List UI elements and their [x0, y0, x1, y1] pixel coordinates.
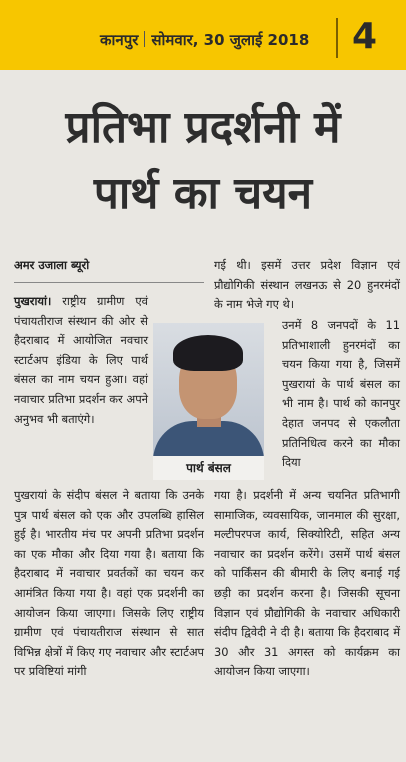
article-column-1-bottom — [14, 486, 204, 682]
headline-line-2: पार्थ का चयन — [93, 168, 313, 219]
article-paragraph — [14, 292, 148, 429]
article-column-2-mid — [282, 316, 400, 473]
article-text: गया है। प्रदर्शनी में अन्य चयनित प्रतिभागी सामाजिक, व्यवसायिक, जानमाल की सुरक्षा, मल्टीपरपज कार्य, सिक्योरिटी, सहित अन्य नवाचार का प्रदर्शन करेंगे। उसमें पार्थ बंसल को पार्किंसन की बीमारी के लिए बनाई गई छड़ी का प्रदर्शन करना है। जिसकी सूचना विज्ञान एवं प्रौद्योगिकी के नवाचार अधिकारी संदीप द्विवेदी ने दी है। बताया कि हैदराबाद में 30 और 31 अगस्त को कार्यक्रम का आयोजन किया जाएगा। — [214, 488, 400, 679]
photo-caption: पार्थ बंसल — [153, 456, 264, 480]
dateline: पुखरायां। — [14, 294, 52, 308]
article-text: पुखरायां के संदीप बंसल ने बताया कि उनके पुत्र पार्थ बंसल को एक और उपलब्धि हासिल हुई है। भारतीय मंच पर अपनी प्रतिभा प्रदर्शन का एक मौका और दिया गया है। बताया कि हैदराबाद में नवाचार प्रवर्तकों का चयन कर आमंत्रित किया गया है। वहां एक प्रदर्शनी का आयोजन किया जाएगा। जिसके लिए राष्ट्रीय ग्रामीण एवं पंचायतीराज संस्थान से सात विभिन्न क्षेत्रों में किए गए नवाचार और स्टार्टअप पर प्रविष्टियां मांगी — [14, 488, 204, 679]
header-divider — [336, 18, 338, 58]
masthead-bar — [0, 0, 406, 70]
edition-date: सोमवार, 30 जुलाई 2018 — [151, 31, 310, 49]
article-column-2-top — [214, 256, 400, 315]
article-text: राष्ट्रीय ग्रामीण एवं पंचायतीराज संस्थान की ओर से हैदराबाद में आयोजित नवचार स्टार्टअप इंडिया के लिए पार्थ बंसल का नाम चयन हुआ। वहां नवाचार प्रतिभा प्रदर्शन कर अपने अनुभव भी बताएंगे। — [14, 294, 148, 426]
article-text: गई थी। इसमें उत्तर प्रदेश विज्ञान एवं प्रौद्योगिकी संस्थान लखनऊ से 20 हुनरमंदों के नाम भेजे गए थे। — [214, 258, 400, 312]
edition-city: कानपुर — [100, 31, 139, 49]
article-column-2-bottom — [214, 486, 400, 682]
edition-info — [100, 30, 309, 50]
headline-line-1: प्रतिभा प्रदर्शनी में — [65, 102, 341, 153]
byline-block — [14, 256, 204, 292]
portrait-photo — [153, 323, 264, 456]
page-number: 4 — [352, 16, 378, 57]
article-text: उनमें 8 जनपदों के 11 प्रतिभाशाली हुनरमंदों का चयन किया गया है, जिसमें पुखरायां के पार्थ बंसल का भी नाम है। पार्थ को कानपुर देहात जनपद से एकलौता प्रतिनिधित्व करने का मौका दिया — [282, 318, 400, 470]
byline: अमर उजाला ब्यूरो — [14, 258, 90, 272]
article-column-1-top — [14, 292, 148, 429]
byline-rule — [14, 282, 204, 283]
divider — [144, 31, 145, 47]
